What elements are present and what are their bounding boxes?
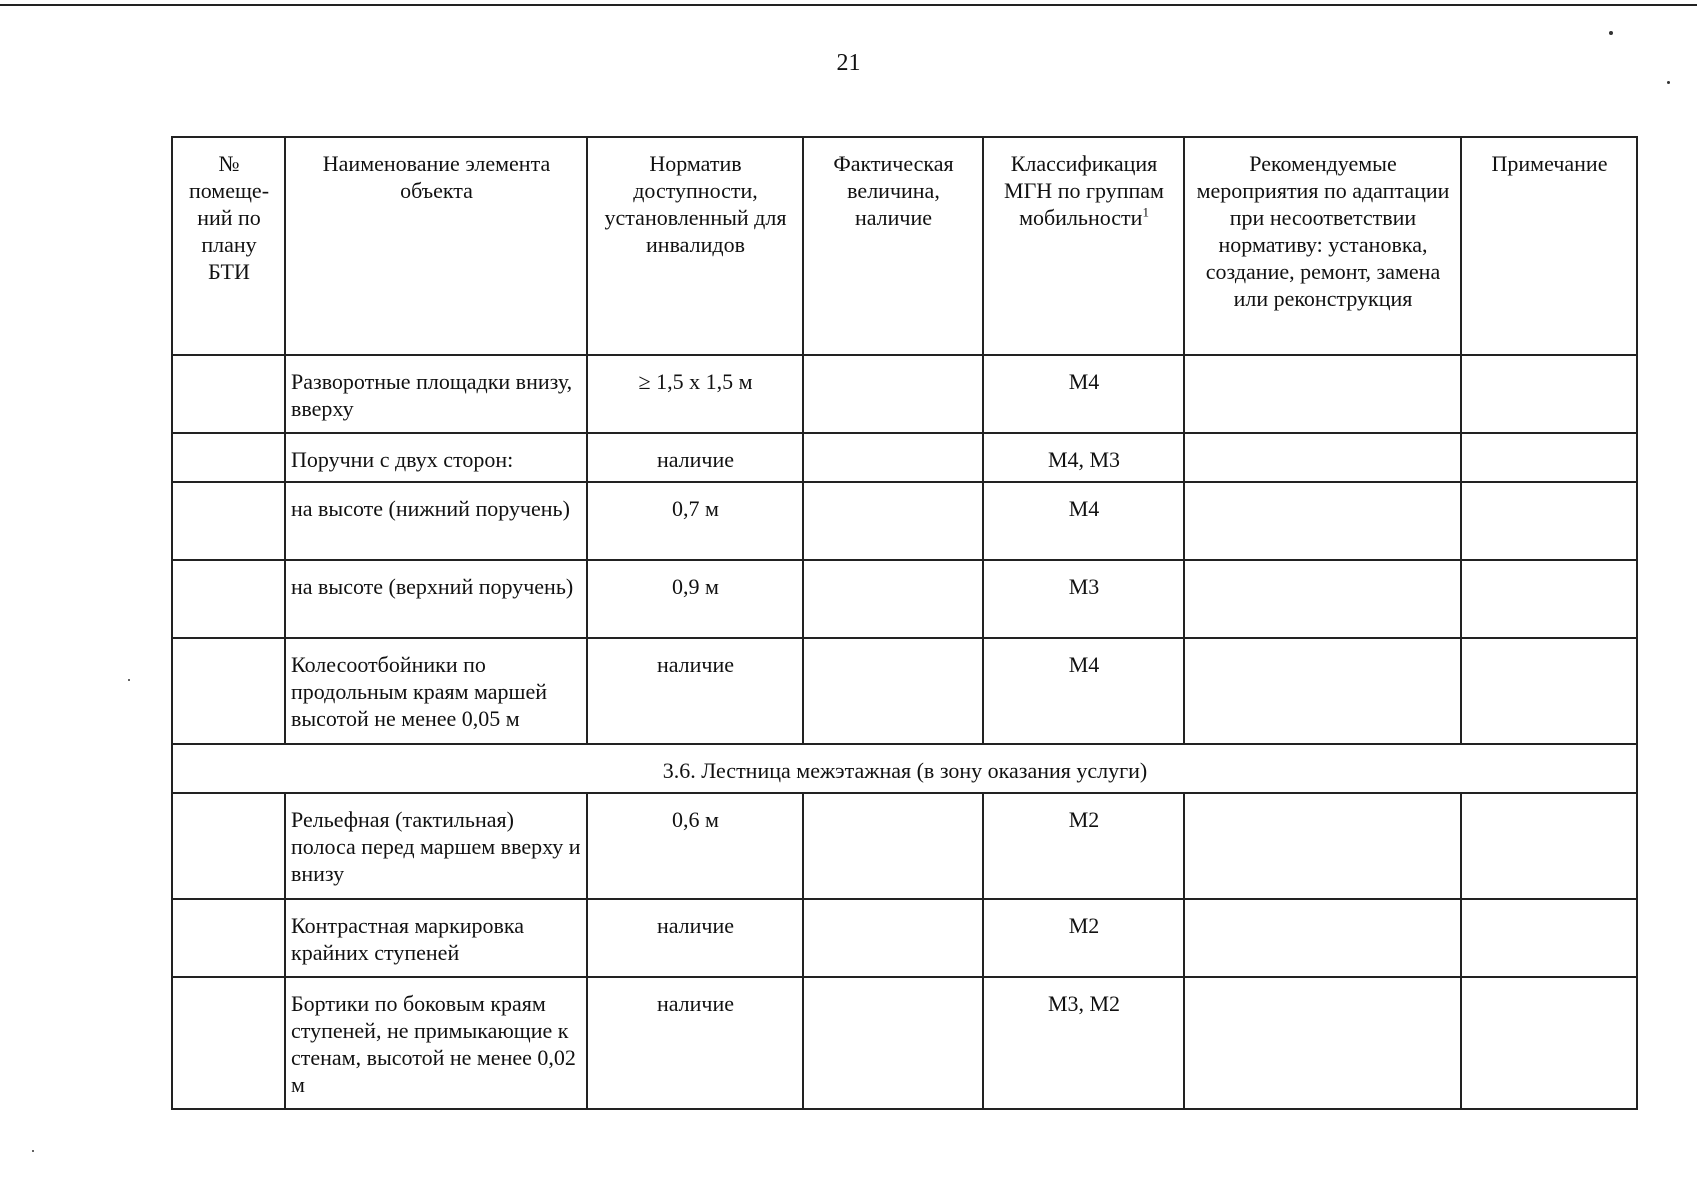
header-name: Наименование элемента объекта	[285, 137, 587, 355]
cell-classification: М4, М3	[983, 433, 1184, 482]
cell-recommended	[1184, 977, 1461, 1109]
rows-a	[172, 355, 1637, 744]
cell-actual	[803, 638, 983, 744]
cell-name: на высоте (нижний поручень)	[285, 482, 587, 560]
accessibility-table	[171, 136, 1638, 1110]
cell-actual	[803, 482, 983, 560]
cell-norm: 0,9 м	[587, 560, 803, 638]
rows-b	[172, 793, 1637, 1109]
header-row	[172, 137, 1637, 355]
table-row	[172, 482, 1637, 560]
cell-num	[172, 977, 285, 1109]
cell-name: Поручни с двух сторон:	[285, 433, 587, 482]
cell-num	[172, 560, 285, 638]
cell-note	[1461, 638, 1637, 744]
cell-classification: М3, М2	[983, 977, 1184, 1109]
cell-recommended	[1184, 560, 1461, 638]
cell-note	[1461, 355, 1637, 433]
cell-classification: М4	[983, 355, 1184, 433]
cell-num	[172, 793, 285, 899]
top-rule	[0, 4, 1697, 6]
cell-classification: М3	[983, 560, 1184, 638]
header-num: № помеще-ний по плану БТИ	[172, 137, 285, 355]
footnote-mark: 1	[1142, 204, 1149, 220]
scan-speck	[128, 679, 130, 681]
table-row	[172, 433, 1637, 482]
header-classification-text: Классификация МГН по группам мобильности	[1004, 151, 1164, 230]
cell-norm: 0,6 м	[587, 793, 803, 899]
cell-classification: М2	[983, 899, 1184, 977]
scan-speck	[32, 1150, 34, 1152]
cell-norm: ≥ 1,5 х 1,5 м	[587, 355, 803, 433]
cell-num	[172, 899, 285, 977]
header-classification	[983, 137, 1184, 355]
cell-note	[1461, 899, 1637, 977]
section-body	[172, 744, 1637, 793]
cell-name: Разворотные площадки внизу, вверху	[285, 355, 587, 433]
table-row	[172, 560, 1637, 638]
header-note: Примечание	[1461, 137, 1637, 355]
cell-num	[172, 638, 285, 744]
cell-name: Колесоотбойники по продольным краям маршей высотой не менее 0,05 м	[285, 638, 587, 744]
cell-note	[1461, 560, 1637, 638]
cell-norm: наличие	[587, 899, 803, 977]
cell-actual	[803, 355, 983, 433]
cell-norm: наличие	[587, 433, 803, 482]
header-recommended: Рекомендуемые мероприятия по адаптации при несоответствии нормативу: установка, создание, ремонт, замена или реконструкция	[1184, 137, 1461, 355]
scan-speck	[1667, 81, 1670, 84]
cell-recommended	[1184, 899, 1461, 977]
cell-note	[1461, 482, 1637, 560]
table-row	[172, 638, 1637, 744]
cell-recommended	[1184, 482, 1461, 560]
cell-name: Бортики по боковым краям ступеней, не примыкающие к стенам, высотой не менее 0,02 м	[285, 977, 587, 1109]
cell-recommended	[1184, 433, 1461, 482]
section-row	[172, 744, 1637, 793]
cell-actual	[803, 899, 983, 977]
page-number: 21	[836, 50, 861, 76]
table-row	[172, 355, 1637, 433]
table-row	[172, 899, 1637, 977]
cell-recommended	[1184, 355, 1461, 433]
cell-norm: наличие	[587, 977, 803, 1109]
cell-actual	[803, 433, 983, 482]
cell-actual	[803, 793, 983, 899]
cell-num	[172, 355, 285, 433]
header-actual: Фактическая величина, наличие	[803, 137, 983, 355]
cell-note	[1461, 793, 1637, 899]
cell-classification: М4	[983, 482, 1184, 560]
scan-speck	[1609, 31, 1613, 35]
table-row	[172, 977, 1637, 1109]
cell-note	[1461, 433, 1637, 482]
cell-note	[1461, 977, 1637, 1109]
cell-recommended	[1184, 638, 1461, 744]
cell-recommended	[1184, 793, 1461, 899]
cell-num	[172, 482, 285, 560]
header-norm: Норматив доступности, установленный для инвалидов	[587, 137, 803, 355]
cell-classification: М4	[983, 638, 1184, 744]
cell-actual	[803, 977, 983, 1109]
table-row	[172, 793, 1637, 899]
cell-name: Контрастная маркировка крайних ступеней	[285, 899, 587, 977]
section-title: 3.6. Лестница межэтажная (в зону оказания услуги)	[172, 744, 1637, 793]
cell-name: на высоте (верхний поручень)	[285, 560, 587, 638]
cell-norm: наличие	[587, 638, 803, 744]
cell-num	[172, 433, 285, 482]
cell-actual	[803, 560, 983, 638]
cell-norm: 0,7 м	[587, 482, 803, 560]
cell-name: Рельефная (тактильная) полоса перед маршем вверху и внизу	[285, 793, 587, 899]
cell-classification: М2	[983, 793, 1184, 899]
